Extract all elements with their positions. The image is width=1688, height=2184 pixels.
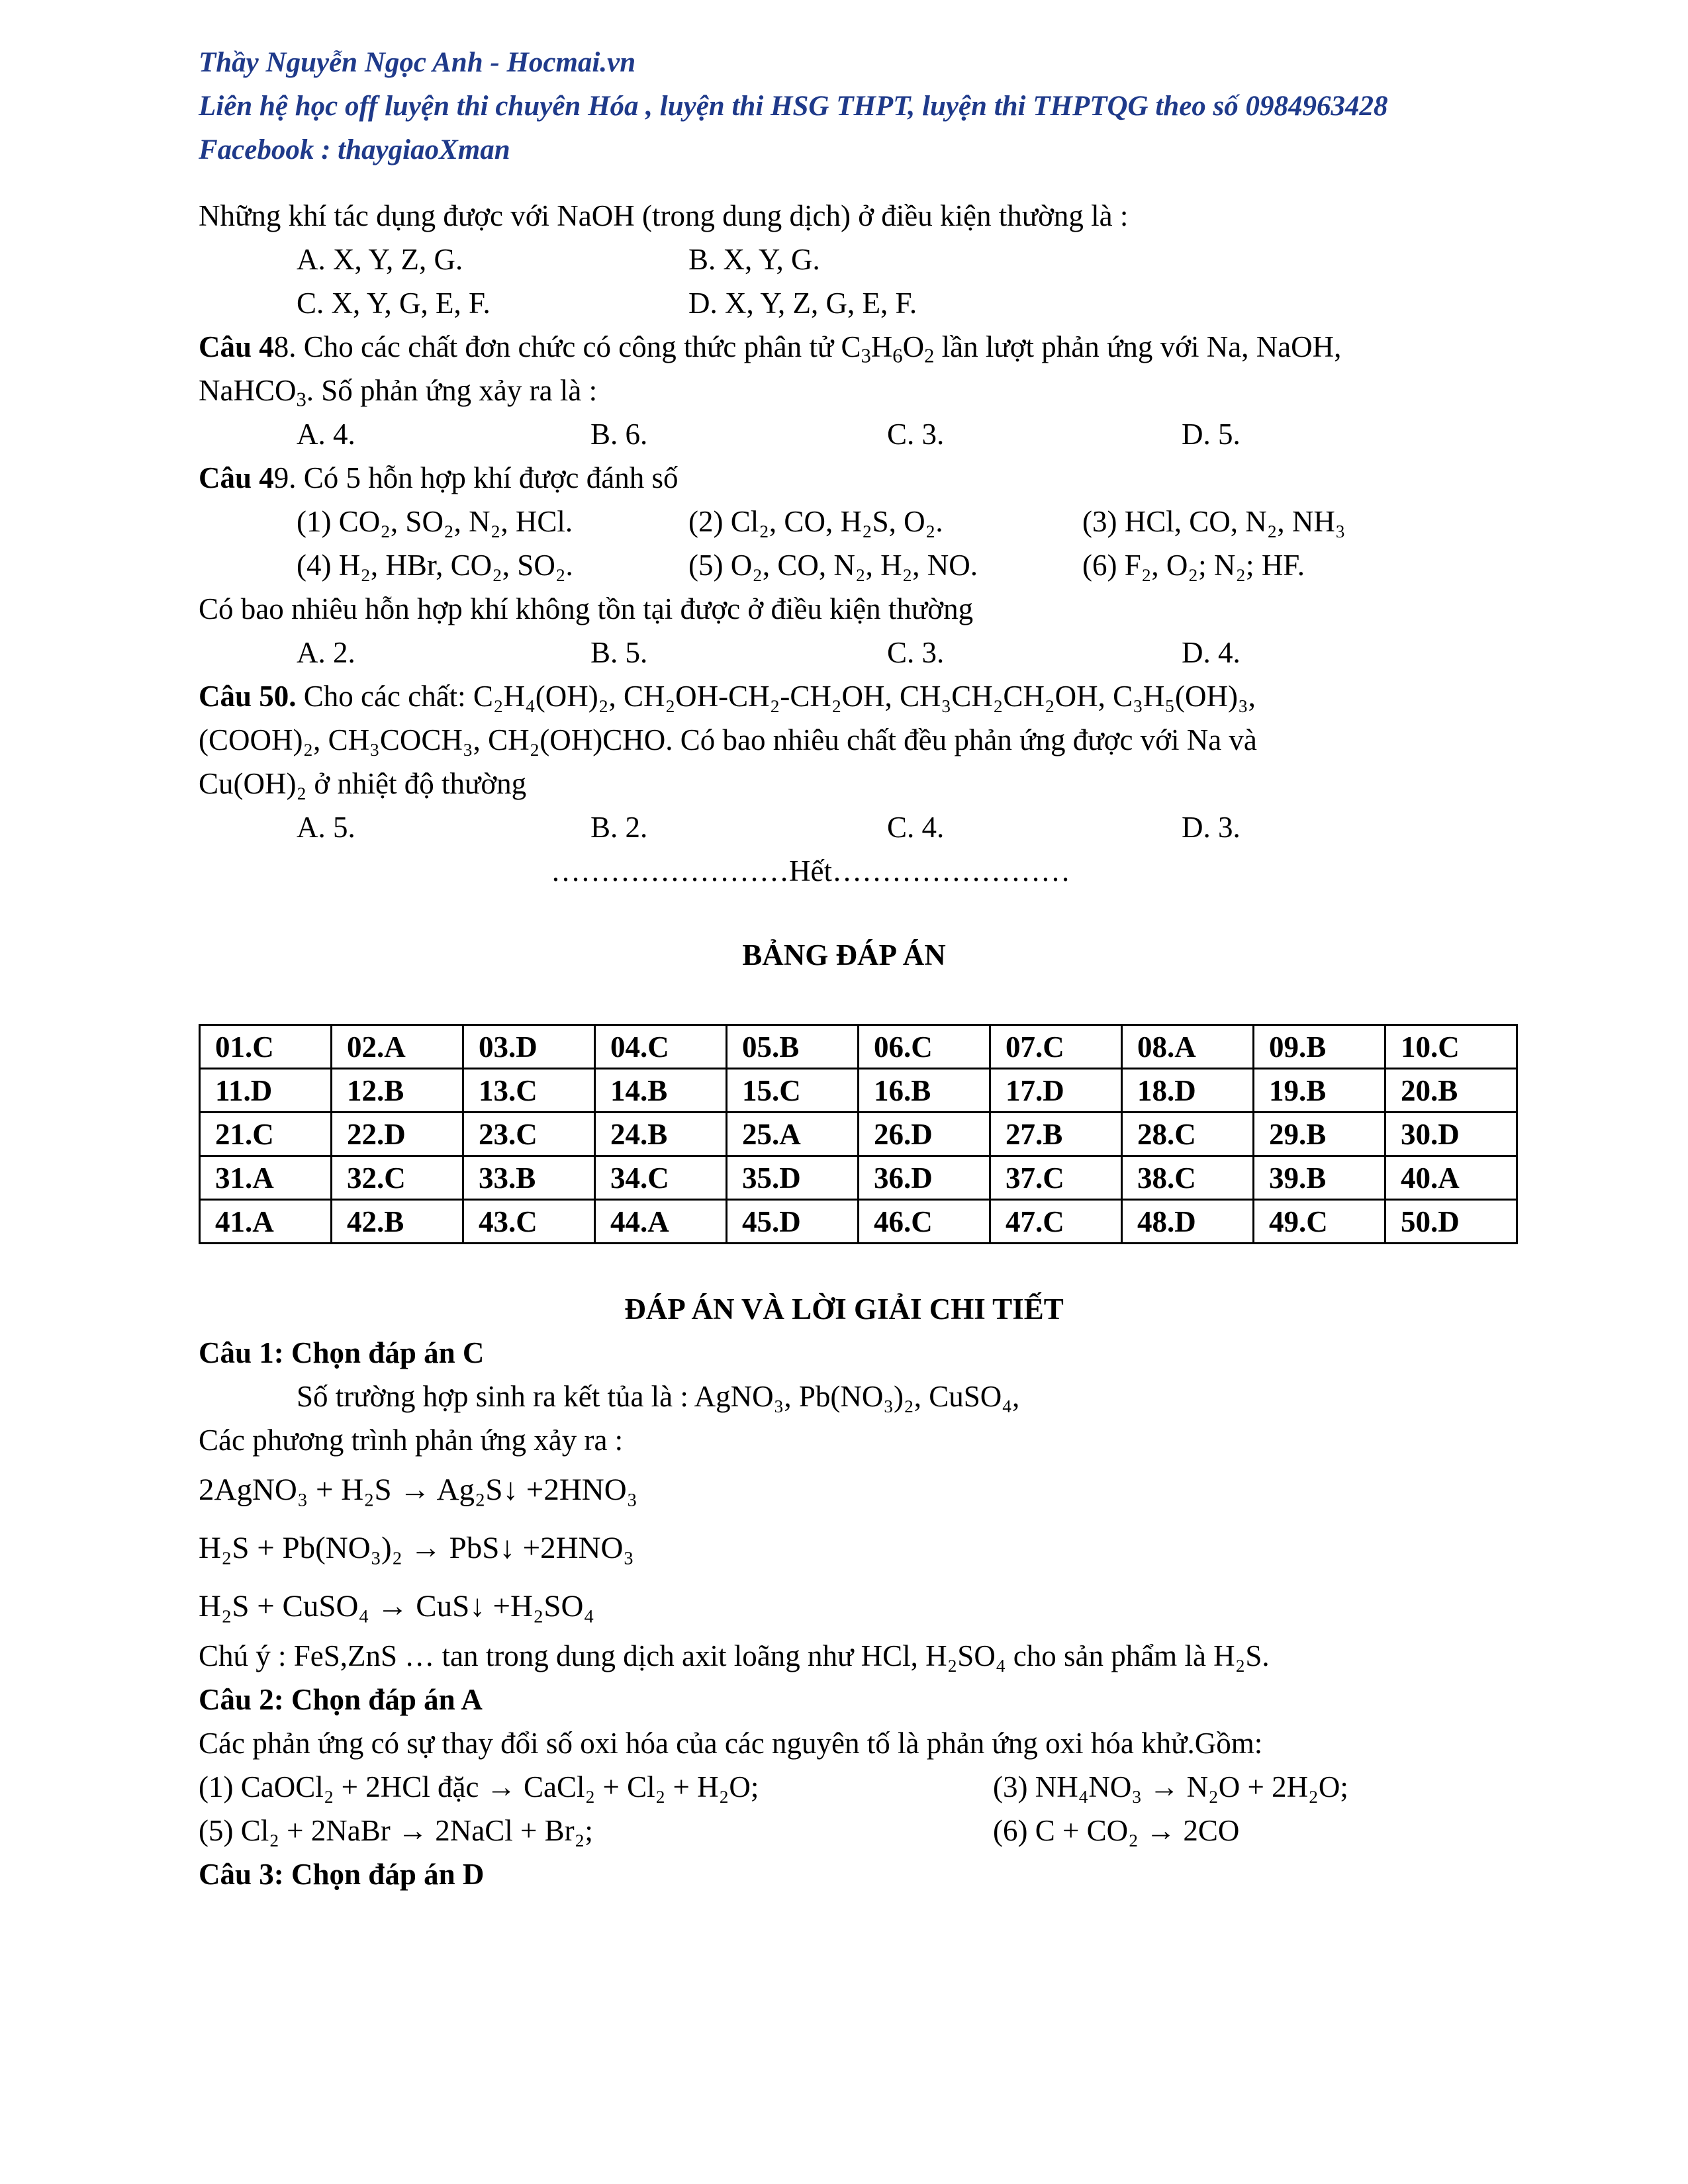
- answer-cell: 40.A: [1385, 1156, 1517, 1200]
- answer-cell: 14.B: [595, 1069, 727, 1113]
- answer-cell: 29.B: [1254, 1113, 1385, 1156]
- sol1-equation-2: H₂S + Pb(NO₃)₂ → PbS↓ +2HNO₃: [199, 1531, 634, 1565]
- header-facebook: Facebook : thaygiaoXman: [199, 134, 510, 165]
- q49-mixture-5: (5) O₂, CO, N₂, H₂, NO.: [688, 549, 978, 582]
- sol2-reaction-3: (3) NH₄NO₃ → N₂O + 2H₂O;: [993, 1770, 1348, 1803]
- answer-cell: 12.B: [332, 1069, 463, 1113]
- q47-option-b: B. X, Y, G.: [688, 243, 820, 276]
- sol2-reaction-1: (1) CaOCl₂ + 2HCl đặc → CaCl₂ + Cl₂ + H₂O;: [199, 1770, 759, 1803]
- q50-stem-line3: Cu(OH)₂ ở nhiệt độ thường: [199, 767, 527, 800]
- answer-cell: 16.B: [859, 1069, 990, 1113]
- q49-mixture-2: (2) Cl₂, CO, H₂S, O₂.: [688, 505, 943, 538]
- sol1-note: Chú ý : FeS,ZnS … tan trong dung dịch axit loãng như HCl, H₂SO₄ cho sản phẩm là H₂S.: [199, 1639, 1270, 1672]
- q47-stem: Những khí tác dụng được với NaOH (trong dung dịch) ở điều kiện thường là :: [199, 199, 1129, 232]
- answer-cell: 48.D: [1122, 1200, 1254, 1244]
- answer-cell: 27.B: [990, 1113, 1122, 1156]
- answer-cell: 21.C: [200, 1113, 332, 1156]
- q50-stem: Câu 50. Cho các chất: C₂H₄(OH)₂, CH₂OH-CH₂-CH₂OH, CH₃CH₂CH₂OH, C₃H₅(OH)₃,: [199, 680, 1256, 713]
- sol1-text2: Các phương trình phản ứng xảy ra :: [199, 1424, 624, 1457]
- answer-table-row: [200, 1156, 1517, 1200]
- answer-cell: 34.C: [595, 1156, 727, 1200]
- answer-cell: 28.C: [1122, 1113, 1254, 1156]
- sol3-title: Câu 3: Chọn đáp án D: [199, 1858, 485, 1891]
- answer-table-row: [200, 1200, 1517, 1244]
- answer-cell: 23.C: [463, 1113, 595, 1156]
- q49-question: Có bao nhiêu hỗn hợp khí không tồn tại được ở điều kiện thường: [199, 592, 974, 625]
- sol2-title: Câu 2: Chọn đáp án A: [199, 1683, 483, 1716]
- end-marker: ……………………Hết……………………: [551, 854, 1070, 887]
- q49-option-a: A. 2.: [297, 636, 355, 669]
- answer-cell: 39.B: [1254, 1156, 1385, 1200]
- answer-cell: 20.B: [1385, 1069, 1517, 1113]
- answer-cell: 45.D: [727, 1200, 859, 1244]
- answer-cell: 49.C: [1254, 1200, 1385, 1244]
- q50-option-b: B. 2.: [590, 811, 648, 844]
- q47-option-a: A. X, Y, Z, G.: [297, 243, 463, 276]
- q48-option-a: A. 4.: [297, 418, 355, 451]
- solutions-title: ĐÁP ÁN VÀ LỜI GIẢI CHI TIẾT: [624, 1293, 1064, 1326]
- answer-cell: 33.B: [463, 1156, 595, 1200]
- answer-cell: 50.D: [1385, 1200, 1517, 1244]
- sol2-text: Các phản ứng có sự thay đổi số oxi hóa của các nguyên tố là phản ứng oxi hóa khử.Gồm:: [199, 1727, 1263, 1760]
- sol1-equation-3: H₂S + CuSO₄ → CuS↓ +H₂SO₄: [199, 1589, 594, 1623]
- q50-label: Câu 50.: [199, 680, 297, 713]
- q49-option-c: C. 3.: [887, 636, 945, 669]
- header-contact: Liên hệ học off luyện thi chuyên Hóa , luyện thi HSG THPT, luyện thi THPTQG theo số 0984963428: [199, 91, 1388, 122]
- answer-cell: 05.B: [727, 1025, 859, 1069]
- answer-cell: 37.C: [990, 1156, 1122, 1200]
- q48-option-c: C. 3.: [887, 418, 945, 451]
- q48-label: Câu 4: [199, 330, 274, 363]
- q48-stem: Câu 48. Cho các chất đơn chức có công thức phân tử $C_3H_6O_2$ lần lượt phản ứng với Na, NaOH,: [199, 330, 1342, 367]
- q50-option-d: D. 3.: [1182, 811, 1241, 844]
- answer-cell: 30.D: [1385, 1113, 1517, 1156]
- answer-cell: 32.C: [332, 1156, 463, 1200]
- q49-mixture-4: (4) H₂, HBr, CO₂, SO₂.: [297, 549, 573, 582]
- sol1-text1: Số trường hợp sinh ra kết tủa là : AgNO₃, Pb(NO₃)₂, CuSO₄,: [297, 1380, 1020, 1413]
- q48-stem-line2: NaHCO$_3$. Số phản ứng xảy ra là :: [199, 374, 598, 411]
- answer-cell: 31.A: [200, 1156, 332, 1200]
- answer-cell: 03.D: [463, 1025, 595, 1069]
- answer-cell: 04.C: [595, 1025, 727, 1069]
- answer-cell: 15.C: [727, 1069, 859, 1113]
- answer-cell: 43.C: [463, 1200, 595, 1244]
- q49-mixture-1: (1) CO₂, SO₂, N₂, HCl.: [297, 505, 573, 538]
- answer-cell: 25.A: [727, 1113, 859, 1156]
- answer-cell: 38.C: [1122, 1156, 1254, 1200]
- q49-mixture-6: (6) F₂, O₂; N₂; HF.: [1082, 549, 1305, 582]
- answer-cell: 11.D: [200, 1069, 332, 1113]
- q49-mixture-3: (3) HCl, CO, N₂, NH₃: [1082, 505, 1346, 538]
- answer-table-row: [200, 1113, 1517, 1156]
- answer-cell: 13.C: [463, 1069, 595, 1113]
- q48-option-d: D. 5.: [1182, 418, 1241, 451]
- sol2-reaction-5: (5) Cl₂ + 2NaBr → 2NaCl + Br₂;: [199, 1814, 593, 1847]
- sol2-reaction-6: (6) C + CO₂ → 2CO: [993, 1814, 1240, 1847]
- answer-cell: 35.D: [727, 1156, 859, 1200]
- answer-cell: 01.C: [200, 1025, 332, 1069]
- answer-cell: 02.A: [332, 1025, 463, 1069]
- q50-stem-line2: (COOH)₂, CH₃COCH₃, CH₂(OH)CHO. Có bao nhiêu chất đều phản ứng được với Na và: [199, 723, 1257, 756]
- answer-cell: 26.D: [859, 1113, 990, 1156]
- answer-cell: 08.A: [1122, 1025, 1254, 1069]
- answer-cell: 42.B: [332, 1200, 463, 1244]
- answer-cell: 46.C: [859, 1200, 990, 1244]
- answer-cell: 06.C: [859, 1025, 990, 1069]
- q49-label: Câu 4: [199, 461, 274, 494]
- answer-cell: 17.D: [990, 1069, 1122, 1113]
- header-author: Thầy Nguyễn Ngọc Anh - Hocmai.vn: [199, 47, 636, 78]
- page-header: [199, 41, 1523, 172]
- answer-cell: 22.D: [332, 1113, 463, 1156]
- answer-table: [199, 1024, 1518, 1244]
- answer-cell: 07.C: [990, 1025, 1122, 1069]
- answer-cell: 09.B: [1254, 1025, 1385, 1069]
- sol1-equation-1: 2AgNO₃ + H₂S → Ag₂S↓ +2HNO₃: [199, 1473, 638, 1507]
- answer-table-row: [200, 1025, 1517, 1069]
- q50-option-c: C. 4.: [887, 811, 945, 844]
- answer-cell: 18.D: [1122, 1069, 1254, 1113]
- q48-option-b: B. 6.: [590, 418, 648, 451]
- q47-option-c: C. X, Y, G, E, F.: [297, 287, 491, 320]
- answer-cell: 41.A: [200, 1200, 332, 1244]
- q49-option-b: B. 5.: [590, 636, 648, 669]
- q49-option-d: D. 4.: [1182, 636, 1241, 669]
- answer-cell: 19.B: [1254, 1069, 1385, 1113]
- answer-cell: 36.D: [859, 1156, 990, 1200]
- answer-cell: 44.A: [595, 1200, 727, 1244]
- q49-stem: Câu 49. Có 5 hỗn hợp khí được đánh số: [199, 461, 679, 494]
- q50-option-a: A. 5.: [297, 811, 355, 844]
- answer-cell: 47.C: [990, 1200, 1122, 1244]
- sol1-title: Câu 1: Chọn đáp án C: [199, 1336, 485, 1369]
- q47-option-d: D. X, Y, Z, G, E, F.: [688, 287, 917, 320]
- answer-table-row: [200, 1069, 1517, 1113]
- answer-cell: 24.B: [595, 1113, 727, 1156]
- answer-cell: 10.C: [1385, 1025, 1517, 1069]
- answer-table-title: BẢNG ĐÁP ÁN: [742, 938, 946, 972]
